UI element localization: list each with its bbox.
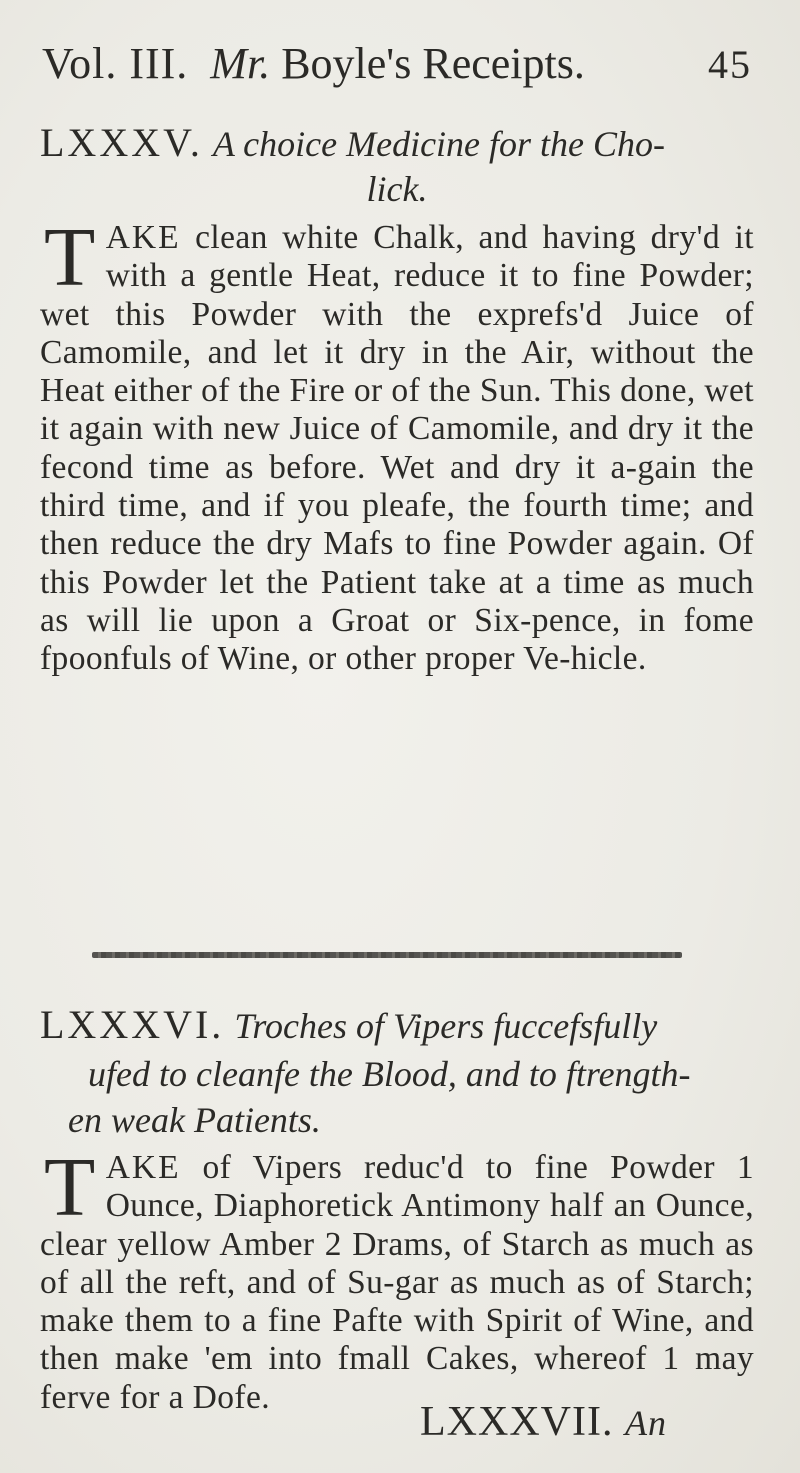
running-title-main: Boyle's Receipts. [281,39,585,88]
receipt-85-title-line1: A choice Medicine for the Cho- [212,124,666,164]
volume-label: Vol. III. [42,39,189,88]
receipt-85 [40,118,754,679]
catchword-word: An [624,1403,667,1443]
receipt-85-heading [40,118,754,209]
receipt-85-title-line2: lick. [366,169,428,209]
receipt-86-title-line1: Troches of Vipers fuccefsfully [234,1006,658,1046]
receipt-85-number: LXXXV. [40,120,203,165]
receipt-86 [40,1000,754,1417]
receipt-85-body [40,211,754,679]
receipt-86-body [40,1141,754,1417]
running-title-prefix: Mr. [210,39,271,88]
receipt-86-dropcap: T [44,1141,96,1234]
catchword [420,1398,667,1446]
page-number: 45 [708,42,752,87]
receipt-85-first-word: AKE [105,219,181,256]
receipt-85-text: clean white Chalk, and having dry'd it with a gentle Heat, reduce it to fine Powder; wet this Powder with the exprefs'd Juice of Camomile, and let it dry in the Air, without the Heat either of the Fire or of the Sun. This done, wet it again with new Juice of Camomile, and dry it the fecond time as before. Wet and dry it a-gain the third time, and if you pleafe, the fourth time; and then reduce the dry Mafs to fine Powder again. Of this Powder let the Patient take at a time as much as will lie upon a Groat or Six-pence, in fome fpoonfuls of Wine, or other proper Ve-hicle. [40,219,754,678]
catchword-number: LXXXVII. [420,1399,614,1445]
section-divider-rule [92,952,682,958]
receipt-85-dropcap: T [44,211,96,304]
receipt-86-first-word: AKE [105,1149,181,1186]
receipt-86-heading [40,1000,754,1143]
receipt-86-title-line3: en weak Patients. [68,1100,321,1140]
running-header [42,38,760,98]
running-title [210,38,585,89]
receipt-86-text: of Vipers reduc'd to fine Powder 1 Ounce, Diaphoretick Antimony half an Ounce, clear yellow Amber 2 Drams, of Starch as much as of all the reft, and of Su-gar as much as of Starch; make them to a fine Pafte with Spirit of Wine, and then make 'em into fmall Cakes, whereof 1 may ferve for a Dofe. [40,1149,754,1416]
receipt-86-title-line2: ufed to cleanfe the Blood, and to ftrength- [88,1054,691,1094]
receipt-86-number: LXXXVI. [40,1002,225,1047]
